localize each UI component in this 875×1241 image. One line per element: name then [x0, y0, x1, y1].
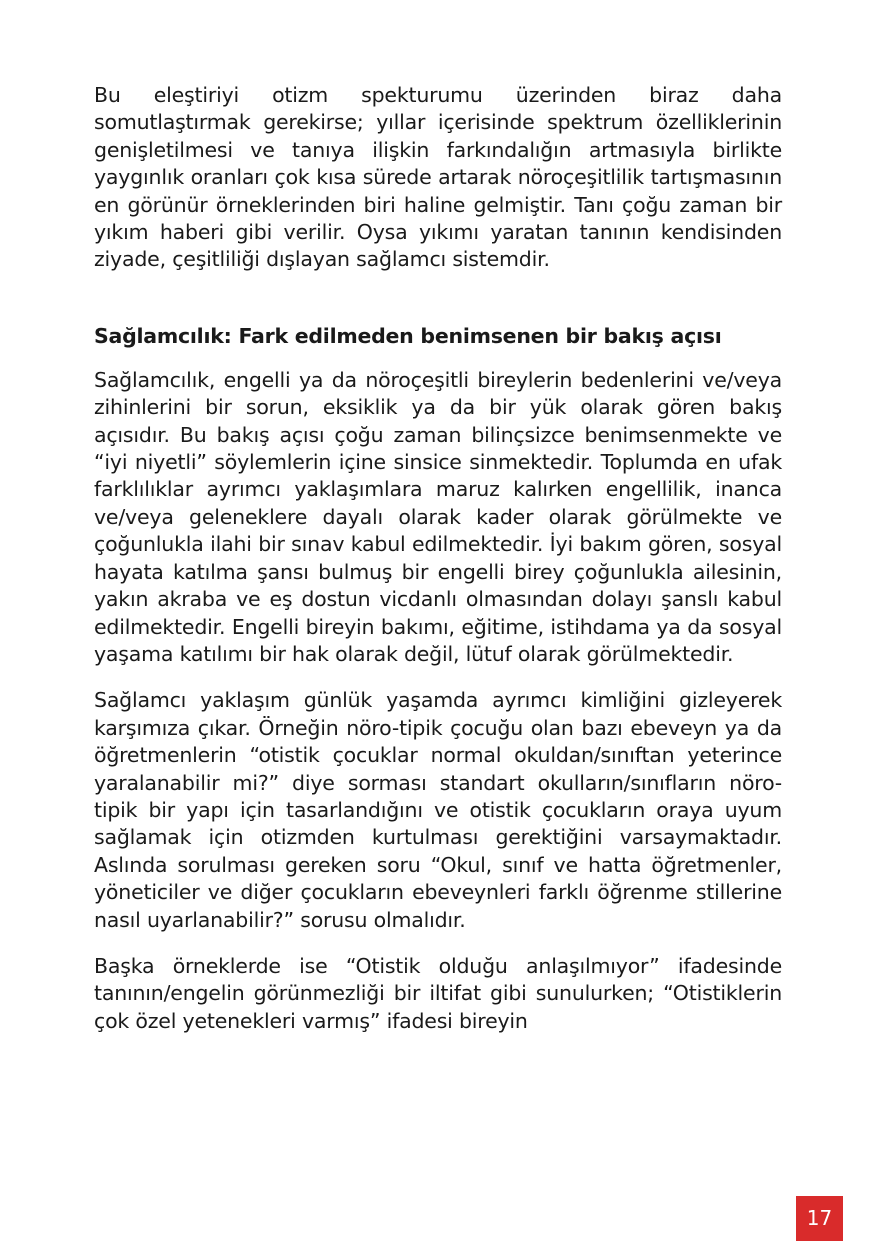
- paragraph-intro: Bu eleştiriyi otizm spekturumu üzerinden biraz daha somutlaştırmak gerekirse; yıllar içerisinde spektrum özelliklerinin genişletilmesi ve tanıya ilişkin farkındalığın artmasıyla birlikte yaygınlık oranları çok kısa sürede artarak nöroçeşitlilik tartışmasının en görünür örneklerinden biri haline gelmiştir. Tanı çoğu zaman bir yıkım haberi gibi verilir. Oysa yıkımı yaratan tanının kendisinden ziyade, çeşitliliği dışlayan sağlamcı sistemdir.: [94, 83, 782, 272]
- page-number-badge: 17: [796, 1196, 843, 1241]
- page-content: [94, 82, 782, 1035]
- paragraph-daily-life-example: Sağlamcı yaklaşım günlük yaşamda ayrımcı kimliğini gizleyerek karşımıza çıkar. Örneğin nöro-tipik çocuğu olan bazı ebeveyn ya da öğretmenlerin “otistik çocuklar normal okuldan/sınıftan yeterince yaralanabilir mi?” diye sorması standart okulların/sınıfların nöro-tipik bir yapı için tasarlandığını ve otistik çocukların oraya uyum sağlamak için otizmden kurtulması gerektiğini varsaymaktadır. Aslında sorulması gereken soru “Okul, sınıf ve hatta öğretmenler, yöneticiler ve diğer çocukların ebeveynleri farklı öğrenme stillerine nasıl uyarlanabilir?” sorusu olmalıdır.: [94, 688, 782, 932]
- paragraph-ableism-definition: Sağlamcılık, engelli ya da nöroçeşitli bireylerin bedenlerini ve/veya zihinlerini bir sorun, eksiklik ya da bir yük olarak gören bakış açısıdır. Bu bakış açısı çoğu zaman bilinçsizce benimsenmekte ve “iyi niyetli” söylemlerin içine sinsice sinmektedir. Toplumda en ufak farklılıklar ayrımcı yaklaşımlara maruz kalırken engellilik, inanca ve/veya geleneklere dayalı olarak kader olarak görülmekte ve çoğunlukla ilahi bir sınav kabul edilmektedir. İyi bakım gören, sosyal hayata katılma şansı bulmuş bir engelli birey çoğunlukla ailesinin, yakın akraba ve eş dostun vicdanlı olmasından dolayı şanslı kabul edilmektedir. Engelli bireyin bakımı, eğitime, istihdama ya da sosyal yaşama katılımı bir hak olarak değil, lütuf olarak görülmektedir.: [94, 367, 782, 666]
- section-heading: Sağlamcılık: Fark edilmeden benimsenen bir bakış açısı: [94, 323, 722, 348]
- paragraph-other-examples: Başka örneklerde ise “Otistik olduğu anlaşılmıyor” ifadesinde tanının/engelin görünmezliği bir iltifat gibi sunulurken; “Otistiklerin çok özel yetenekleri varmış” ifadesi bireyin: [94, 953, 782, 1033]
